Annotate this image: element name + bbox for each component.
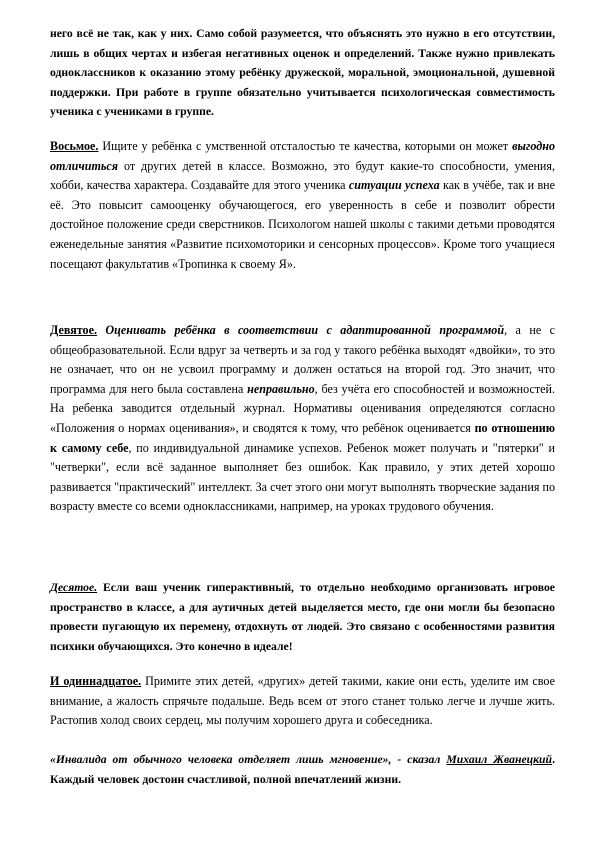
paragraph-ninth (50, 321, 555, 517)
ninth-text-1: , а не с общеобразовательной. Если вдруг за четверть и за год у такого ребёнка выходят «двойки», то это не означает, что он не усвоил программу и должен остаться на второй год. Это значит, что программа для него была составлена (50, 323, 556, 396)
paragraph-intro (50, 24, 555, 122)
eighth-text-1: Ищите у ребёнка с умственной отсталостью те качества, которыми он может (98, 139, 513, 153)
heading-eleventh: И одиннадцатое. (50, 674, 142, 688)
intro-text: него всё не так, как у них. Само собой разумеется, что объяснять это нужно в его отсутствии, лишь в общих чертах и избегая негативных оценок и определений. Также нужно привлекать одноклассников к оказанию этому ребёнку дружеской, моральной, эмоциональной, душевной поддержки. При работе в группе обязательно учитывается психологическая совместимость ученика с учениками в группе. (50, 27, 555, 119)
quote-text-2: . Каждый человек достоин счастливой, полной впечатлений жизни. (50, 753, 555, 786)
quote-author: Михаил Жванецкий (446, 753, 553, 766)
eighth-text-3: как в учёбе, так и вне её. Это повысит самооценку обучающегося, его уверенность в себе и позволит обрести достойное положение среди сверстников. Психологом нашей школы с такими детьми проводятся еженедельные занятия «Развитие психомоторики и сенсорных процессов». Кроме того учащиеся посещают факультатив «Тропинка к своему Я». (50, 178, 556, 271)
paragraph-eighth (50, 137, 555, 274)
eighth-emphasis-2: ситуации успеха (348, 178, 440, 193)
quote-text: «Инвалида от обычного человека отделяет лишь мгновение», - сказал (50, 753, 447, 766)
eighth-emphasis-1: выгодно отличиться (50, 139, 555, 173)
tenth-text-1: Если ваш ученик гиперактивный, то отдельно необходимо организовать игровое пространство в классе, а для аутичных детей выделяется место, где они могли бы безопасно провести пугающую их перемену, отдохнуть от людей. Это связано с особенностями развития психики обучающихся. Это конечно в идеале! (50, 581, 555, 653)
heading-eighth: Восьмое. (50, 139, 99, 153)
paragraph-eleventh (50, 672, 555, 731)
eleventh-text-1: Примите этих детей, «других» детей такими, какие они есть, уделите им свое внимание, а жалость спрячьте подальше. Ведь всем от этого станет только легче и лучше жить. Растопив холод своих сердец, мы получим хорошего друга и собеседника. (50, 674, 555, 728)
ninth-emphasis-2: неправильно (247, 381, 315, 396)
heading-ninth: Девятое. (50, 323, 97, 337)
heading-tenth: Десятое. (50, 581, 98, 594)
paragraph-tenth (50, 578, 555, 656)
ninth-emphasis-1: Оценивать ребёнка в соответствии с адаптированной программой (96, 323, 505, 337)
paragraph-quote (50, 750, 555, 789)
ninth-text-2: , без учёта его способностей и возможностей. На ребенка заводится отдельный журнал. Нормативы оценивания определяются согласно «Положения о нормах оценивания», и сводятся к тому, что ребёнок оценивается (50, 381, 555, 435)
ninth-strong: по отношению к самому себе (50, 420, 555, 455)
eighth-text-2: от других детей в классе. Возможно, это будут какие-то способности, умения, хобби, качества характера. Создавайте для этого ученика (50, 158, 555, 193)
ninth-text-3: , по индивидуальной динамике успехов. Ребенок может получать и "пятерки" и "четверки", если всё заданное выполняет без ошибок. Как правило, у этих детей хорошо развивается "практический" интеллект. За счет этого они могут выполнять творческие задания по возрасту вместе со всеми одноклассниками, например, на уроках трудового обучения. (50, 440, 555, 514)
